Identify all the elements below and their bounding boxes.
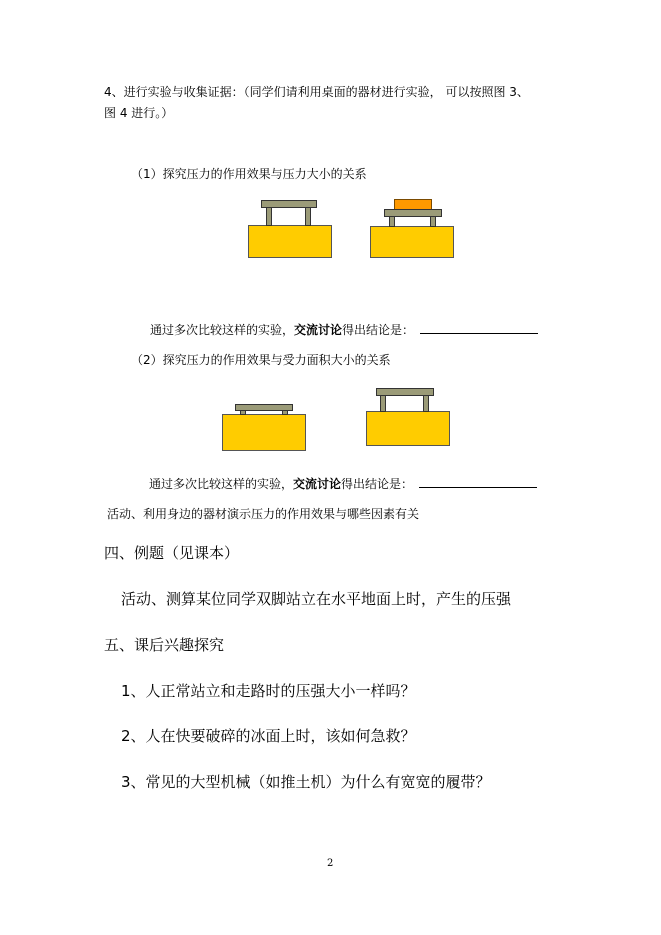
answer-blank[interactable] [420,320,538,334]
table-leg [266,207,272,226]
sponge-block [222,414,306,451]
page-number: 2 [327,858,334,869]
exp2-title: （2）探究压力的作用效果与受力面积大小的关系 [131,353,391,367]
conclusion-bold: 交流讨论 [294,323,343,337]
conclusion-suffix: 得出结论是： [341,477,414,491]
question-1: 1、人正常站立和走路时的压强大小一样吗？ [121,682,416,700]
exp1-conclusion [150,320,538,338]
table-leg [423,395,429,412]
table-leg [305,207,311,226]
section4-line1: 4、进行实验与收集证据：（同学们请利用桌面的器材进行实验， 可以按照图 3、 [104,85,529,99]
sponge-block [370,226,454,258]
section4-line2: 图 4 进行。） [104,106,174,120]
question-3: 3、常见的大型机械（如推土机）为什么有宽宽的履带？ [121,773,491,791]
conclusion-prefix: 通过多次比较这样的实验， [149,477,294,491]
activity2-text: 活动、测算某位同学双脚站立在水平地面上时，产生的压强 [121,590,512,608]
section-five-heading: 五、课后兴趣探究 [104,636,225,654]
sponge-block [366,411,450,446]
question-2: 2、人在快要破碎的冰面上时，该如何急救？ [121,727,416,745]
conclusion-bold: 交流讨论 [293,477,342,491]
table-leg [389,216,395,227]
exp2-conclusion [149,474,537,492]
table-leg [430,216,436,227]
exp1-title: （1）探究压力的作用效果与压力大小的关系 [131,167,367,181]
answer-blank[interactable] [419,474,537,488]
sponge-block [248,225,332,258]
table-leg [380,395,386,412]
conclusion-suffix: 得出结论是： [342,323,415,337]
activity1-text: 活动、利用身边的器材演示压力的作用效果与哪些因素有关 [107,507,420,521]
section-four-heading: 四、例题（见课本） [104,544,240,562]
conclusion-prefix: 通过多次比较这样的实验， [150,323,295,337]
table-top [235,404,293,411]
